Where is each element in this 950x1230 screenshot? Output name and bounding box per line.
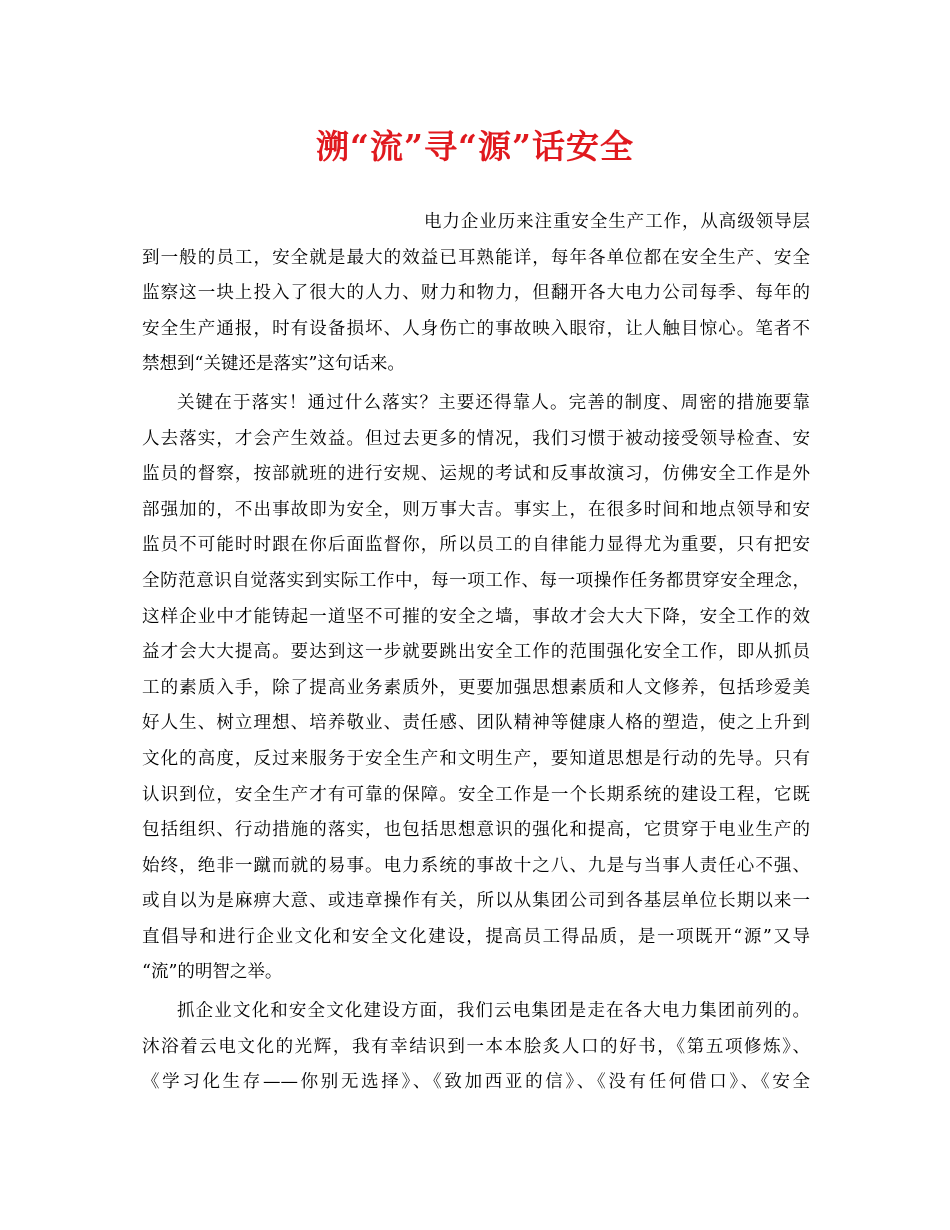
text-line: 或自以为是麻痹大意、或违章操作有关，所以从集团公司到各基层单位长期以来一 [142, 891, 810, 912]
text-line: 文化的高度，反过来服务于安全生产和文明生产，要知道思想是行动的先导。只有 [142, 748, 810, 769]
text-line: 电力企业历来注重安全生产工作，从高级领导层 [424, 212, 810, 232]
text-line: 直倡导和进行企业文化和安全文化建设，提高员工得品质，是一项既开“源”又导 [142, 926, 810, 947]
paragraph-2 [142, 386, 810, 991]
paragraph-1 [142, 205, 810, 383]
text-line: 部强加的，不出事故即为安全，则万事大吉。事实上，在很多时间和地点领导和安 [142, 499, 810, 520]
text-line: 工的素质入手，除了提高业务素质外，更要加强思想素质和人文修养，包括珍爱美 [142, 677, 810, 698]
text-line: 《学习化生存——你别无选择》、《致加西亚的信》、《没有任何借口》、《安全 [142, 1072, 810, 1093]
text-line: 益才会大大提高。要达到这一步就要跳出安全工作的范围强化安全工作，即从抓员 [142, 642, 810, 663]
text-line: 监察这一块上投入了很大的人力、财力和物力，但翻开各大电力公司每季、每年的 [142, 283, 810, 304]
text-line: 人去落实，才会产生效益。但过去更多的情况，我们习惯于被动接受领导检查、安 [142, 428, 810, 449]
text-line: 抓企业文化和安全文化建设方面，我们云电集团是走在各大电力集团前列的。 [177, 1001, 810, 1022]
text-line: 好人生、树立理想、培养敬业、责任感、团队精神等健康人格的塑造，使之上升到 [142, 713, 810, 734]
text-line: 关键在于落实！通过什么落实？主要还得靠人。完善的制度、周密的措施要靠 [177, 392, 810, 413]
document-body [142, 205, 810, 1101]
text-line: 全防范意识自觉落实到实际工作中，每一项工作、每一项操作任务都贯穿安全理念， [142, 570, 810, 591]
paragraph-3 [142, 994, 810, 1101]
text-line: 安全生产通报，时有设备损坏、人身伤亡的事故映入眼帘，让人触目惊心。笔者不 [142, 318, 810, 339]
text-line: 监员不可能时时跟在你后面监督你，所以员工的自律能力显得尤为重要，只有把安 [142, 535, 810, 556]
text-line: 沐浴着云电文化的光辉，我有幸结识到一本本脍炙人口的好书，《第五项修炼》、 [142, 1036, 810, 1057]
text-line: “流”的明智之举。 [142, 962, 283, 983]
text-line: 禁想到“关键还是落实”这句话来。 [142, 354, 405, 375]
text-line: 这样企业中才能铸起一道坚不可摧的安全之墙，事故才会大大下降，安全工作的效 [142, 606, 810, 627]
text-line: 到一般的员工，安全就是最大的效益已耳熟能详，每年各单位都在安全生产、安全 [142, 247, 810, 268]
text-line: 包括组织、行动措施的落实，也包括思想意识的强化和提高，它贯穿于电业生产的 [142, 820, 810, 841]
document-title: 溯“流”寻“源”话安全 [316, 127, 634, 166]
text-line: 认识到位，安全生产才有可靠的保障。安全工作是一个长期系统的建设工程，它既 [142, 784, 810, 805]
text-line: 监员的督察，按部就班的进行安规、运规的考试和反事故演习，仿佛安全工作是外 [142, 464, 810, 485]
text-line: 始终，绝非一蹴而就的易事。电力系统的事故十之八、九是与当事人责任心不强、 [142, 855, 810, 876]
